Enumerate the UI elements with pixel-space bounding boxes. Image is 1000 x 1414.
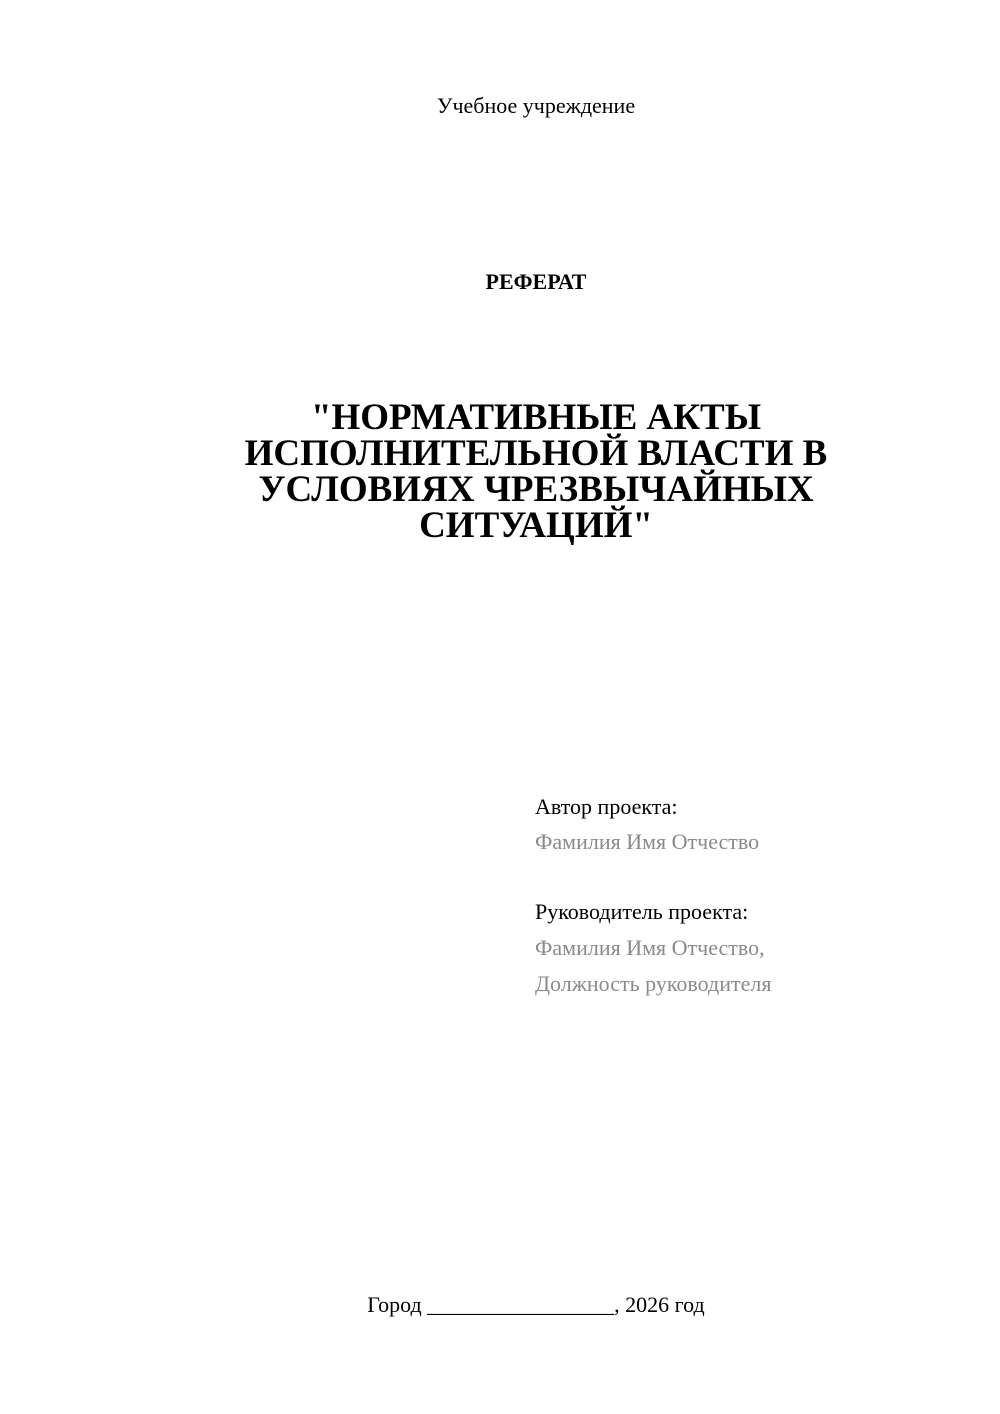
document-title	[200, 397, 872, 546]
title-line: "НОРМАТИВНЫЕ АКТЫ	[310, 397, 762, 438]
author-block	[535, 789, 975, 859]
title-line: ИСПОЛНИТЕЛЬНОЙ ВЛАСТИ В	[244, 433, 828, 474]
title-line: СИТУАЦИЙ"	[419, 505, 653, 546]
author-label: Автор проекта:	[535, 794, 678, 819]
author-name-placeholder: Фамилия Имя Отчество	[535, 829, 760, 854]
document-type: РЕФЕРАТ	[485, 269, 587, 294]
title-line: УСЛОВИЯХ ЧРЕЗВЫЧАЙНЫХ	[258, 469, 814, 510]
supervisor-block	[535, 894, 975, 1002]
supervisor-label: Руководитель проекта:	[535, 899, 749, 924]
supervisor-name-placeholder: Фамилия Имя Отчество,	[535, 935, 765, 960]
supervisor-position-placeholder: Должность руководителя	[535, 971, 772, 996]
city-year-line: Город _________________, 2026 год	[367, 1292, 705, 1317]
institution-name: Учебное учреждение	[436, 93, 636, 118]
